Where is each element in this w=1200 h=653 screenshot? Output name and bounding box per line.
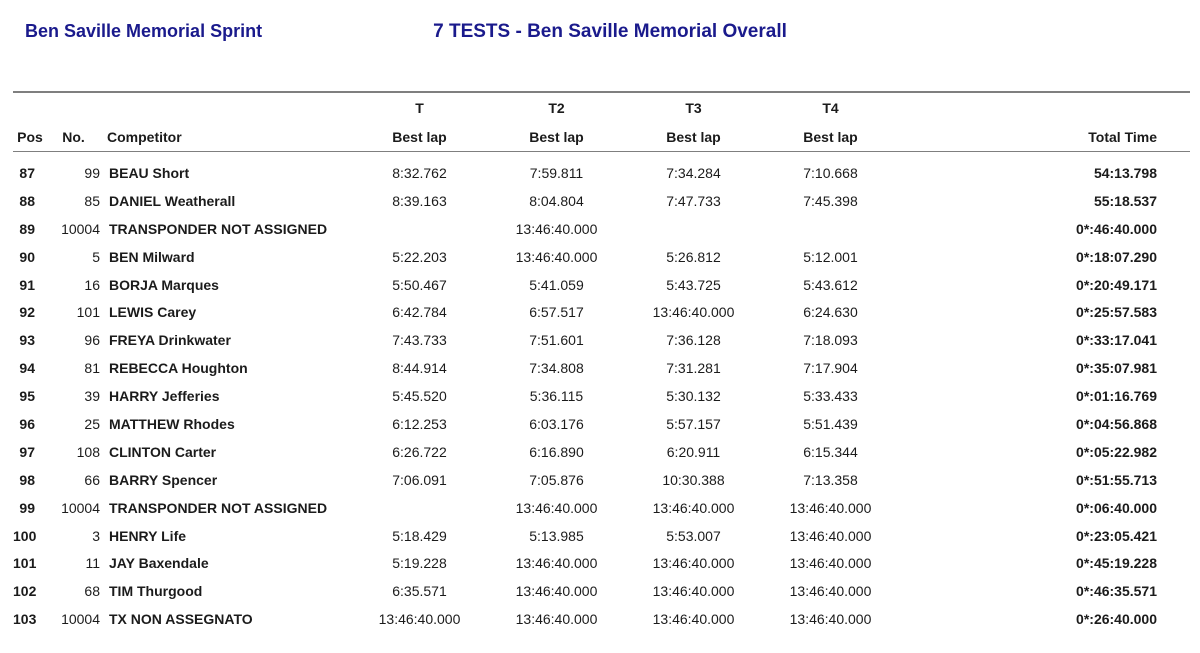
best-lap-t4-cell: 7:17.904: [803, 360, 858, 377]
best-lap-t4-cell: 5:33.433: [803, 388, 858, 405]
best-lap-t2-cell: 7:51.601: [529, 332, 584, 349]
page-header: [0, 0, 1200, 91]
no-cell: 10004: [61, 611, 100, 628]
best-lap-t2-cell: 5:41.059: [529, 276, 584, 293]
best-lap-t1-cell: 8:44.914: [392, 360, 447, 377]
label-header-row: [13, 122, 1190, 152]
result-row: [13, 215, 1190, 243]
best-lap-t3-cell: 7:36.128: [666, 332, 721, 349]
report-title: 7 TESTS - Ben Saville Memorial Overall: [433, 21, 787, 42]
total-time-cell: 0*:04:56.868: [1076, 415, 1157, 432]
best-lap-t4-cell: 13:46:40.000: [789, 499, 872, 516]
best-lap-t2-cell: 7:05.876: [529, 471, 584, 488]
no-cell: 85: [84, 192, 100, 209]
best-lap-t4-cell: 5:12.001: [803, 248, 858, 265]
total-time-cell: 0*:25:57.583: [1076, 304, 1157, 321]
best-lap-t1-cell: 13:46:40.000: [378, 611, 461, 628]
event-title: Ben Saville Memorial Sprint: [25, 21, 263, 41]
column-header-best-lap-t3: Best lap: [625, 122, 762, 152]
best-lap-t2-cell: 5:36.115: [529, 388, 584, 405]
best-lap-t1-cell: 6:42.784: [392, 304, 447, 321]
pos-cell: 89: [19, 220, 35, 237]
best-lap-t3-cell: 13:46:40.000: [652, 583, 735, 600]
competitor-cell: CLINTON Carter: [109, 443, 217, 460]
result-row: [13, 410, 1190, 438]
total-time-cell: 0*:06:40.000: [1076, 499, 1157, 516]
best-lap-t2-cell: 7:59.811: [529, 164, 584, 181]
pos-cell: 98: [19, 471, 35, 488]
no-cell: 25: [84, 415, 100, 432]
best-lap-t3-cell: 10:30.388: [662, 471, 725, 488]
pos-cell: 87: [19, 164, 35, 181]
total-time-cell: 54:13.798: [1093, 164, 1157, 181]
pos-cell: 95: [19, 388, 35, 405]
column-header-t3: T3: [685, 99, 702, 116]
competitor-cell: HENRY Life: [109, 527, 187, 544]
column-header-best-lap-t4: Best lap: [762, 122, 899, 152]
best-lap-t1-cell: 6:12.253: [392, 415, 447, 432]
result-row: [13, 549, 1190, 577]
best-lap-t1-cell: 5:19.228: [392, 555, 447, 572]
spacer-cell: [899, 92, 1190, 122]
best-lap-t4-cell: 13:46:40.000: [789, 611, 872, 628]
result-row: [13, 354, 1190, 382]
total-time-cell: 0*:46:35.571: [1076, 583, 1157, 600]
competitor-cell: FREYA Drinkwater: [109, 332, 231, 349]
best-lap-t1-cell: 7:43.733: [392, 332, 447, 349]
best-lap-t4-cell: 13:46:40.000: [789, 527, 872, 544]
no-cell: 10004: [61, 499, 100, 516]
best-lap-t4-cell: 5:43.612: [803, 276, 858, 293]
best-lap-t4-cell: 6:15.344: [803, 443, 858, 460]
best-lap-t3-cell: 13:46:40.000: [652, 304, 735, 321]
best-lap-t4-cell: 7:10.668: [803, 164, 858, 181]
no-cell: 10004: [61, 220, 100, 237]
pos-cell: 93: [19, 332, 35, 349]
no-cell: 3: [92, 527, 100, 544]
best-lap-t4-cell: 7:45.398: [803, 192, 858, 209]
competitor-cell: DANIEL Weatherall: [109, 192, 236, 209]
best-lap-t4-cell: 13:46:40.000: [789, 583, 872, 600]
pos-cell: 102: [13, 583, 37, 600]
best-lap-t2-cell: 13:46:40.000: [515, 248, 598, 265]
best-lap-t2-cell: 13:46:40.000: [515, 555, 598, 572]
best-lap-t2-cell: 13:46:40.000: [515, 611, 598, 628]
result-row: [13, 382, 1190, 410]
best-lap-t1-cell: 6:26.722: [392, 443, 447, 460]
competitor-cell: TIM Thurgood: [109, 583, 203, 600]
best-lap-t1-cell: 8:39.163: [392, 192, 447, 209]
pos-cell: 90: [19, 248, 35, 265]
result-row: [13, 605, 1190, 633]
spacer-cell: [47, 92, 100, 122]
total-time-cell: 0*:45:19.228: [1076, 555, 1157, 572]
result-row: [13, 577, 1190, 605]
best-lap-t1-cell: 5:45.520: [392, 388, 447, 405]
best-lap-t4-cell: [762, 215, 899, 243]
total-time-cell: 0*:01:16.769: [1076, 388, 1157, 405]
results-table: [13, 91, 1190, 633]
total-time-cell: 0*:20:49.171: [1076, 276, 1157, 293]
best-lap-t3-cell: 5:57.157: [666, 415, 721, 432]
results-body: [13, 152, 1190, 634]
best-lap-t2-cell: 13:46:40.000: [515, 583, 598, 600]
best-lap-t4-cell: 7:18.093: [803, 332, 858, 349]
no-cell: 16: [84, 276, 100, 293]
result-row: [13, 326, 1190, 354]
column-header-competitor: Competitor: [100, 122, 351, 152]
result-row: [13, 152, 1190, 187]
best-lap-t3-cell: 5:53.007: [666, 527, 721, 544]
best-lap-t1-cell: 7:06.091: [392, 471, 447, 488]
pos-cell: 88: [19, 192, 35, 209]
competitor-cell: TX NON ASSEGNATO: [109, 611, 253, 628]
best-lap-t3-cell: 13:46:40.000: [652, 499, 735, 516]
result-row: [13, 187, 1190, 215]
result-row: [13, 271, 1190, 299]
test-header-row: [13, 92, 1190, 122]
column-header-total-time: Total Time: [899, 122, 1190, 152]
competitor-cell: LEWIS Carey: [109, 304, 197, 321]
column-header-t2: T2: [548, 99, 565, 116]
pos-cell: 94: [19, 360, 35, 377]
column-header-best-lap-t1: Best lap: [351, 122, 488, 152]
competitor-cell: BARRY Spencer: [109, 471, 218, 488]
best-lap-t4-cell: 13:46:40.000: [789, 555, 872, 572]
best-lap-t3-cell: 7:31.281: [666, 360, 721, 377]
total-time-cell: 0*:05:22.982: [1076, 443, 1157, 460]
pos-cell: 101: [13, 555, 37, 572]
column-header-best-lap-t2: Best lap: [488, 122, 625, 152]
best-lap-t2-cell: 13:46:40.000: [515, 220, 598, 237]
pos-cell: 97: [19, 443, 35, 460]
column-header-pos: Pos: [13, 122, 47, 152]
no-cell: 5: [92, 248, 100, 265]
total-time-cell: 0*:35:07.981: [1076, 360, 1157, 377]
best-lap-t1-cell: 5:22.203: [392, 248, 447, 265]
competitor-cell: JAY Baxendale: [109, 555, 209, 572]
best-lap-t2-cell: 5:13.985: [529, 527, 584, 544]
best-lap-t1-cell: [351, 494, 488, 522]
no-cell: 81: [84, 360, 100, 377]
best-lap-t2-cell: 7:34.808: [529, 360, 584, 377]
best-lap-t1-cell: 8:32.762: [392, 164, 447, 181]
best-lap-t3-cell: 13:46:40.000: [652, 611, 735, 628]
pos-cell: 99: [19, 499, 35, 516]
column-header-t4: T4: [822, 99, 839, 116]
spacer-cell: [13, 92, 47, 122]
best-lap-t3-cell: 6:20.911: [666, 443, 721, 460]
best-lap-t2-cell: 13:46:40.000: [515, 499, 598, 516]
best-lap-t1-cell: 5:50.467: [392, 276, 447, 293]
total-time-cell: 0*:26:40.000: [1076, 611, 1157, 628]
pos-cell: 100: [13, 527, 37, 544]
no-cell: 68: [84, 583, 100, 600]
best-lap-t1-cell: 5:18.429: [392, 527, 447, 544]
competitor-cell: MATTHEW Rhodes: [109, 415, 235, 432]
best-lap-t4-cell: 5:51.439: [803, 415, 858, 432]
competitor-cell: BEN Milward: [109, 248, 195, 265]
column-header-t1: T: [415, 99, 424, 116]
pos-cell: 103: [13, 611, 37, 628]
best-lap-t4-cell: 7:13.358: [803, 471, 858, 488]
competitor-cell: TRANSPONDER NOT ASSIGNED: [109, 220, 328, 237]
best-lap-t1-cell: [351, 215, 488, 243]
result-row: [13, 494, 1190, 522]
no-cell: 66: [84, 471, 100, 488]
best-lap-t2-cell: 8:04.804: [529, 192, 584, 209]
no-cell: 108: [76, 443, 100, 460]
total-time-cell: 0*:46:40.000: [1076, 220, 1157, 237]
competitor-cell: BEAU Short: [109, 164, 190, 181]
total-time-cell: 0*:23:05.421: [1076, 527, 1157, 544]
no-cell: 101: [76, 304, 100, 321]
spacer-cell: [100, 92, 351, 122]
total-time-cell: 0*:33:17.041: [1076, 332, 1157, 349]
result-row: [13, 466, 1190, 494]
competitor-cell: TRANSPONDER NOT ASSIGNED: [109, 499, 328, 516]
best-lap-t3-cell: 13:46:40.000: [652, 555, 735, 572]
column-header-no: No.: [47, 122, 100, 152]
no-cell: 11: [85, 555, 100, 572]
best-lap-t3-cell: 5:26.812: [666, 248, 721, 265]
competitor-cell: HARRY Jefferies: [109, 388, 220, 405]
result-row: [13, 438, 1190, 466]
best-lap-t2-cell: 6:57.517: [529, 304, 584, 321]
result-row: [13, 243, 1190, 271]
competitor-cell: REBECCA Houghton: [109, 360, 248, 377]
no-cell: 96: [84, 332, 100, 349]
best-lap-t1-cell: 6:35.571: [392, 583, 447, 600]
competitor-cell: BORJA Marques: [109, 276, 219, 293]
total-time-cell: 0*:18:07.290: [1076, 248, 1157, 265]
best-lap-t3-cell: 7:34.284: [666, 164, 721, 181]
pos-cell: 91: [19, 276, 35, 293]
best-lap-t3-cell: [625, 215, 762, 243]
best-lap-t4-cell: 6:24.630: [803, 304, 858, 321]
best-lap-t3-cell: 5:30.132: [666, 388, 721, 405]
best-lap-t2-cell: 6:03.176: [529, 415, 584, 432]
pos-cell: 96: [19, 415, 35, 432]
results-table-header: [13, 92, 1190, 152]
total-time-cell: 0*:51:55.713: [1076, 471, 1157, 488]
best-lap-t3-cell: 7:47.733: [666, 192, 721, 209]
no-cell: 39: [84, 388, 100, 405]
result-row: [13, 298, 1190, 326]
best-lap-t2-cell: 6:16.890: [529, 443, 584, 460]
total-time-cell: 55:18.537: [1093, 192, 1157, 209]
best-lap-t3-cell: 5:43.725: [666, 276, 721, 293]
pos-cell: 92: [19, 304, 35, 321]
no-cell: 99: [84, 164, 100, 181]
result-row: [13, 522, 1190, 550]
